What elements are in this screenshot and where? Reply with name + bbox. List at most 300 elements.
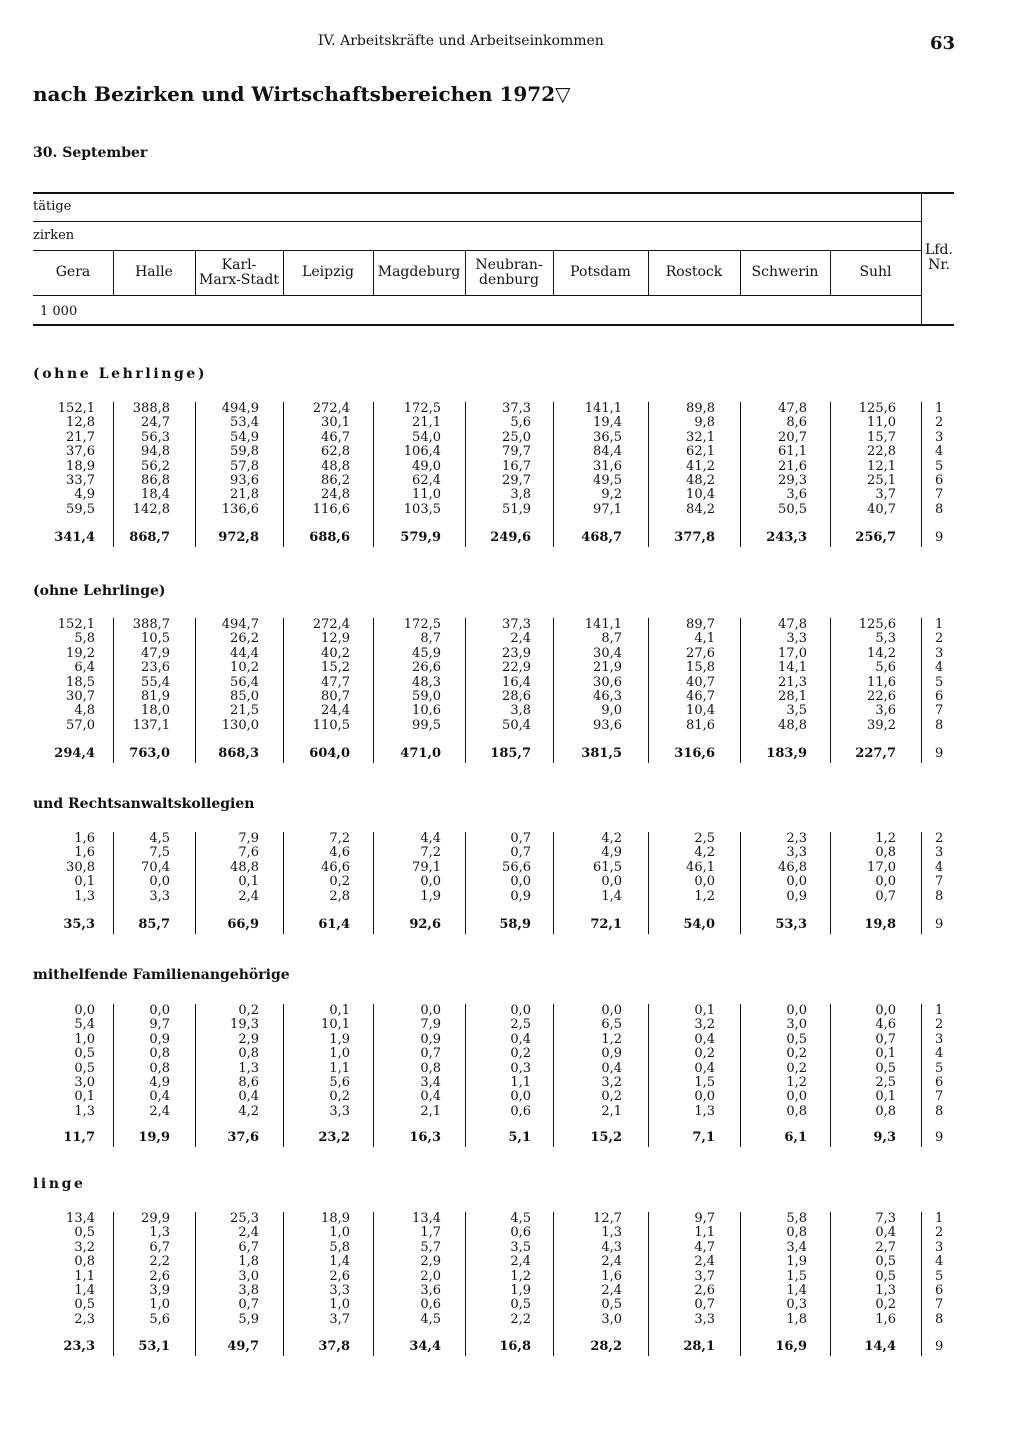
table-cell: 494,9 (221, 401, 259, 416)
table-cell: 388,7 (132, 617, 170, 632)
table-cell: 4,6 (329, 845, 350, 861)
table-cell: 4,9 (601, 845, 622, 861)
table-cell: 4,4 (420, 831, 441, 846)
table-cell: 22,8 (867, 444, 896, 460)
header-label-bezirken: zirken (33, 228, 75, 243)
table-cell: 21,9 (593, 660, 622, 676)
table-cell: 49,0 (412, 458, 441, 474)
table-cell: 4,5 (420, 1311, 441, 1327)
table-cell: 141,1 (584, 617, 622, 632)
column-header: Halle (135, 264, 173, 280)
lfd-number: 8 (935, 1103, 944, 1119)
data-column (100, 1212, 170, 1327)
lfd-total-number: 9 (935, 530, 944, 545)
header-unit: 1 000 (40, 304, 78, 319)
lfd-column-divider (921, 832, 922, 934)
table-cell: 17,0 (867, 859, 896, 875)
table-cell: 152,1 (57, 617, 95, 632)
lfd-number: 7 (935, 1089, 944, 1105)
lfd-column-divider (921, 618, 922, 763)
table-cell: 0,5 (875, 1268, 896, 1284)
table-cell: 1,4 (786, 1283, 807, 1299)
table-cell: 10,1 (321, 1017, 350, 1033)
column-header: Karl- Marx-Stadt (199, 257, 279, 288)
table-cell: 1,6 (74, 831, 95, 846)
table-cell: 1,0 (329, 1046, 350, 1062)
table-cell: 3,3 (786, 631, 807, 647)
table-cell: 172,5 (403, 617, 441, 632)
table-cell: 172,5 (403, 401, 441, 416)
lfd-number: 8 (935, 1311, 944, 1327)
table-cell: 18,0 (141, 703, 170, 719)
table-cell: 27,6 (686, 645, 715, 661)
data-column (552, 402, 622, 517)
table-cell: 84,4 (593, 444, 622, 460)
table-cell: 48,8 (778, 717, 807, 733)
table-cell: 9,2 (601, 487, 622, 503)
data-column (25, 402, 95, 517)
section-title: (ohne Lehrlinge) (33, 583, 166, 599)
table-cell: 3,0 (786, 1017, 807, 1033)
lfd-number: 4 (935, 859, 944, 875)
table-cell: 56,3 (141, 429, 170, 445)
total-cell: 23,2 (318, 1130, 350, 1145)
table-cell: 0,4 (238, 1089, 259, 1105)
table-cell: 5,9 (238, 1311, 259, 1327)
table-cell: 0,0 (510, 1003, 531, 1018)
table-cell: 5,8 (74, 631, 95, 647)
table-cell: 54,9 (230, 429, 259, 445)
lfd-number: 7 (935, 703, 944, 719)
data-column (645, 402, 715, 517)
data-column (280, 1004, 350, 1119)
table-cell: 99,5 (412, 717, 441, 733)
page-number: 63 (930, 33, 956, 54)
table-cell: 84,2 (686, 501, 715, 517)
table-cell: 0,0 (786, 874, 807, 890)
table-cell: 86,8 (141, 473, 170, 489)
total-cell: 249,6 (490, 530, 531, 545)
table-cell: 39,2 (867, 717, 896, 733)
table-cell: 3,0 (74, 1075, 95, 1091)
data-column (189, 1212, 259, 1327)
table-cell: 50,5 (778, 501, 807, 517)
table-cell: 2,7 (875, 1239, 896, 1255)
table-cell: 2,0 (420, 1268, 441, 1284)
table-cell: 136,6 (221, 501, 259, 517)
table-cell: 0,4 (149, 1089, 170, 1105)
table-cell: 25,0 (502, 429, 531, 445)
lfd-number-column (935, 618, 943, 733)
table-cell: 0,7 (875, 1031, 896, 1047)
table-cell: 21,1 (412, 415, 441, 431)
table-cell: 2,4 (238, 1225, 259, 1241)
data-column (826, 832, 896, 904)
data-column (371, 618, 441, 733)
table-cell: 86,2 (321, 473, 350, 489)
table-cell: 56,4 (230, 674, 259, 690)
data-column (461, 832, 531, 904)
lfd-number: 5 (935, 458, 944, 474)
table-cell: 2,6 (694, 1283, 715, 1299)
table-cell: 1,3 (238, 1060, 259, 1076)
table-cell: 97,1 (593, 501, 622, 517)
table-cell: 0,0 (149, 874, 170, 890)
table-cell: 14,2 (867, 645, 896, 661)
total-cell: 53,3 (775, 917, 807, 932)
table-cell: 4,6 (875, 1017, 896, 1033)
table-cell: 3,3 (329, 1103, 350, 1119)
table-cell: 6,7 (238, 1239, 259, 1255)
table-cell: 51,9 (502, 501, 531, 517)
table-cell: 0,4 (510, 1031, 531, 1047)
total-cell: 381,5 (581, 746, 622, 761)
data-column (826, 1212, 896, 1327)
table-cell: 1,9 (510, 1283, 531, 1299)
table-cell: 0,1 (875, 1046, 896, 1062)
table-cell: 11,6 (867, 674, 896, 690)
total-cell: 19,8 (864, 917, 896, 932)
data-column (189, 1004, 259, 1119)
table-cell: 3,6 (875, 703, 896, 719)
data-column (189, 402, 259, 517)
table-cell: 0,2 (786, 1060, 807, 1076)
table-cell: 7,2 (420, 845, 441, 861)
table-cell: 2,8 (329, 888, 350, 904)
table-cell: 0,0 (510, 1089, 531, 1105)
table-cell: 32,1 (686, 429, 715, 445)
table-cell: 1,1 (329, 1060, 350, 1076)
table-cell: 0,8 (149, 1046, 170, 1062)
table-cell: 0,2 (238, 1003, 259, 1018)
table-cell: 3,2 (694, 1017, 715, 1033)
total-cell: 183,9 (766, 746, 807, 761)
table-cell: 26,6 (412, 660, 441, 676)
table-cell: 93,6 (230, 473, 259, 489)
table-cell: 0,8 (238, 1046, 259, 1062)
total-cell: 5,1 (508, 1130, 531, 1145)
table-cell: 3,8 (510, 703, 531, 719)
table-cell: 1,4 (601, 888, 622, 904)
table-cell: 10,4 (686, 703, 715, 719)
table-cell: 29,7 (502, 473, 531, 489)
table-cell: 46,6 (321, 859, 350, 875)
table-cell: 4,9 (149, 1075, 170, 1091)
table-cell: 3,2 (74, 1239, 95, 1255)
table-cell: 1,5 (786, 1268, 807, 1284)
lfd-number: 8 (935, 717, 944, 733)
total-cell: 6,1 (784, 1130, 807, 1145)
table-cell: 1,3 (601, 1225, 622, 1241)
table-cell: 0,7 (510, 845, 531, 861)
table-cell: 1,2 (786, 1075, 807, 1091)
table-cell: 62,4 (412, 473, 441, 489)
section-title: (ohne Lehrlinge) (33, 366, 208, 382)
table-cell: 0,4 (694, 1060, 715, 1076)
table-cell: 0,8 (786, 1225, 807, 1241)
total-cell: 16,3 (409, 1130, 441, 1145)
table-cell: 8,6 (786, 415, 807, 431)
table-cell: 1,6 (601, 1268, 622, 1284)
total-cell: 868,7 (129, 530, 170, 545)
table-cell: 79,7 (502, 444, 531, 460)
table-cell: 0,1 (875, 1089, 896, 1105)
table-cell: 12,9 (321, 631, 350, 647)
data-column (737, 402, 807, 517)
table-cell: 0,3 (510, 1060, 531, 1076)
table-cell: 26,2 (230, 631, 259, 647)
table-cell: 7,9 (238, 831, 259, 846)
table-cell: 0,8 (786, 1103, 807, 1119)
lfd-total-number: 9 (935, 917, 944, 932)
lfd-number: 1 (935, 617, 944, 632)
total-cell: 294,4 (54, 746, 95, 761)
table-cell: 4,3 (601, 1239, 622, 1255)
page-title: nach Bezirken und Wirtschaftsbereichen 1972▽ (33, 82, 571, 106)
lfd-total-number: 9 (935, 746, 944, 761)
table-cell: 137,1 (132, 717, 170, 733)
data-column (737, 1212, 807, 1327)
data-column (371, 402, 441, 517)
total-cell: 35,3 (63, 917, 95, 932)
table-cell: 46,7 (686, 689, 715, 705)
table-cell: 40,7 (686, 674, 715, 690)
table-cell: 5,6 (329, 1075, 350, 1091)
lfd-number: 7 (935, 487, 944, 503)
data-column (737, 1004, 807, 1119)
table-cell: 4,5 (149, 831, 170, 846)
lfd-number: 5 (935, 674, 944, 690)
table-cell: 28,1 (778, 689, 807, 705)
table-cell: 0,7 (510, 831, 531, 846)
table-cell: 89,8 (686, 401, 715, 416)
data-column (100, 402, 170, 517)
table-cell: 0,0 (74, 1003, 95, 1018)
table-cell: 21,5 (230, 703, 259, 719)
lfd-number: 3 (935, 429, 944, 445)
table-cell: 25,3 (230, 1211, 259, 1226)
table-cell: 56,6 (502, 859, 531, 875)
table-cell: 22,6 (867, 689, 896, 705)
lfd-number: 6 (935, 1283, 944, 1299)
total-cell: 23,3 (63, 1339, 95, 1354)
data-column (552, 1004, 622, 1119)
table-cell: 56,2 (141, 458, 170, 474)
table-cell: 272,4 (312, 401, 350, 416)
total-cell: 14,4 (864, 1339, 896, 1354)
header-rule-bottom (33, 324, 954, 326)
table-cell: 1,9 (329, 1031, 350, 1047)
table-cell: 0,6 (510, 1103, 531, 1119)
table-cell: 23,6 (141, 660, 170, 676)
data-column (645, 832, 715, 904)
table-cell: 62,8 (321, 444, 350, 460)
table-cell: 0,2 (329, 874, 350, 890)
table-cell: 10,5 (141, 631, 170, 647)
data-column (645, 618, 715, 733)
table-cell: 11,0 (867, 415, 896, 431)
lfd-number: 2 (935, 1017, 944, 1033)
table-cell: 14,1 (778, 660, 807, 676)
table-cell: 93,6 (593, 717, 622, 733)
table-cell: 1,8 (238, 1254, 259, 1270)
lfd-number: 1 (935, 401, 944, 416)
table-cell: 1,2 (510, 1268, 531, 1284)
table-cell: 0,0 (510, 874, 531, 890)
lfd-column-divider (921, 193, 922, 325)
lfd-number: 6 (935, 1075, 944, 1091)
table-cell: 46,1 (686, 859, 715, 875)
data-column (371, 1004, 441, 1119)
table-cell: 21,6 (778, 458, 807, 474)
data-column (25, 832, 95, 904)
table-cell: 0,5 (510, 1297, 531, 1313)
table-cell: 1,9 (786, 1254, 807, 1270)
table-cell: 103,5 (403, 501, 441, 517)
table-cell: 2,2 (149, 1254, 170, 1270)
table-cell: 28,6 (502, 689, 531, 705)
table-cell: 17,0 (778, 645, 807, 661)
data-column (461, 1212, 531, 1327)
table-cell: 125,6 (858, 617, 896, 632)
table-cell: 0,2 (329, 1089, 350, 1105)
table-cell: 0,9 (149, 1031, 170, 1047)
table-cell: 10,2 (230, 660, 259, 676)
header-rule-3 (33, 295, 921, 296)
lfd-number: 4 (935, 1046, 944, 1062)
table-cell: 18,4 (141, 487, 170, 503)
table-cell: 0,0 (601, 874, 622, 890)
table-cell: 12,1 (867, 458, 896, 474)
data-column (461, 618, 531, 733)
table-cell: 33,7 (66, 473, 95, 489)
table-cell: 29,9 (141, 1211, 170, 1226)
data-column (25, 1004, 95, 1119)
data-column (552, 832, 622, 904)
total-cell: 868,3 (218, 746, 259, 761)
total-cell: 11,7 (63, 1130, 95, 1145)
table-cell: 24,4 (321, 703, 350, 719)
table-cell: 3,8 (238, 1283, 259, 1299)
table-cell: 1,3 (694, 1103, 715, 1119)
table-cell: 1,0 (329, 1297, 350, 1313)
table-cell: 18,5 (66, 674, 95, 690)
data-column (25, 1212, 95, 1327)
total-cell: 604,0 (309, 746, 350, 761)
table-cell: 5,4 (74, 1017, 95, 1033)
table-cell: 0,0 (420, 874, 441, 890)
total-cell: 16,8 (499, 1339, 531, 1354)
table-cell: 2,4 (149, 1103, 170, 1119)
header-rule-top (33, 192, 954, 194)
table-cell: 3,4 (420, 1075, 441, 1091)
lfd-column-divider (921, 1004, 922, 1147)
lfd-number: 8 (935, 888, 944, 904)
total-cell: 7,1 (692, 1130, 715, 1145)
table-cell: 3,7 (329, 1311, 350, 1327)
table-cell: 12,7 (593, 1211, 622, 1226)
table-cell: 20,7 (778, 429, 807, 445)
total-cell: 972,8 (218, 530, 259, 545)
total-cell: 92,6 (409, 917, 441, 932)
table-cell: 9,7 (694, 1211, 715, 1226)
table-cell: 47,9 (141, 645, 170, 661)
table-cell: 7,2 (329, 831, 350, 846)
column-header: Leipzig (302, 264, 354, 280)
table-cell: 49,5 (593, 473, 622, 489)
data-column (25, 618, 95, 733)
table-cell: 106,4 (403, 444, 441, 460)
data-column (280, 618, 350, 733)
total-cell: 66,9 (227, 917, 259, 932)
total-cell: 53,1 (138, 1339, 170, 1354)
total-cell: 9,3 (873, 1130, 896, 1145)
table-cell: 3,2 (601, 1075, 622, 1091)
table-cell: 3,6 (786, 487, 807, 503)
table-cell: 44,4 (230, 645, 259, 661)
table-cell: 48,8 (321, 458, 350, 474)
table-cell: 30,8 (66, 859, 95, 875)
table-cell: 0,6 (420, 1297, 441, 1313)
lfd-number: 8 (935, 501, 944, 517)
table-cell: 125,6 (858, 401, 896, 416)
table-cell: 0,1 (329, 1003, 350, 1018)
lfd-number: 5 (935, 1268, 944, 1284)
total-cell: 16,9 (775, 1339, 807, 1354)
table-cell: 0,0 (420, 1003, 441, 1018)
table-cell: 59,0 (412, 689, 441, 705)
table-cell: 1,3 (74, 1103, 95, 1119)
table-cell: 1,0 (149, 1297, 170, 1313)
table-cell: 0,2 (786, 1046, 807, 1062)
total-cell: 185,7 (490, 746, 531, 761)
table-cell: 3,9 (149, 1283, 170, 1299)
lfd-number: 6 (935, 473, 944, 489)
table-cell: 5,6 (510, 415, 531, 431)
table-cell: 3,8 (510, 487, 531, 503)
table-cell: 55,4 (141, 674, 170, 690)
table-cell: 0,4 (875, 1225, 896, 1241)
table-cell: 1,2 (875, 831, 896, 846)
lfd-number: 1 (935, 1003, 944, 1018)
table-cell: 1,5 (694, 1075, 715, 1091)
table-cell: 0,4 (420, 1089, 441, 1105)
table-cell: 0,1 (74, 1089, 95, 1105)
table-cell: 9,8 (694, 415, 715, 431)
table-cell: 0,7 (875, 888, 896, 904)
table-cell: 4,2 (694, 845, 715, 861)
table-cell: 1,8 (786, 1311, 807, 1327)
table-cell: 2,6 (149, 1268, 170, 1284)
table-cell: 3,3 (786, 845, 807, 861)
table-cell: 5,8 (786, 1211, 807, 1226)
table-cell: 272,4 (312, 617, 350, 632)
table-cell: 18,9 (66, 458, 95, 474)
lfd-column-divider (921, 1212, 922, 1356)
table-cell: 80,7 (321, 689, 350, 705)
column-header: Potsdam (570, 264, 631, 280)
data-column (461, 1004, 531, 1119)
table-cell: 47,8 (778, 617, 807, 632)
table-cell: 1,6 (74, 845, 95, 861)
table-cell: 130,0 (221, 717, 259, 733)
table-cell: 2,1 (420, 1103, 441, 1119)
total-cell: 468,7 (581, 530, 622, 545)
data-column (552, 618, 622, 733)
table-cell: 0,2 (601, 1089, 622, 1105)
table-cell: 0,2 (510, 1046, 531, 1062)
table-cell: 81,6 (686, 717, 715, 733)
